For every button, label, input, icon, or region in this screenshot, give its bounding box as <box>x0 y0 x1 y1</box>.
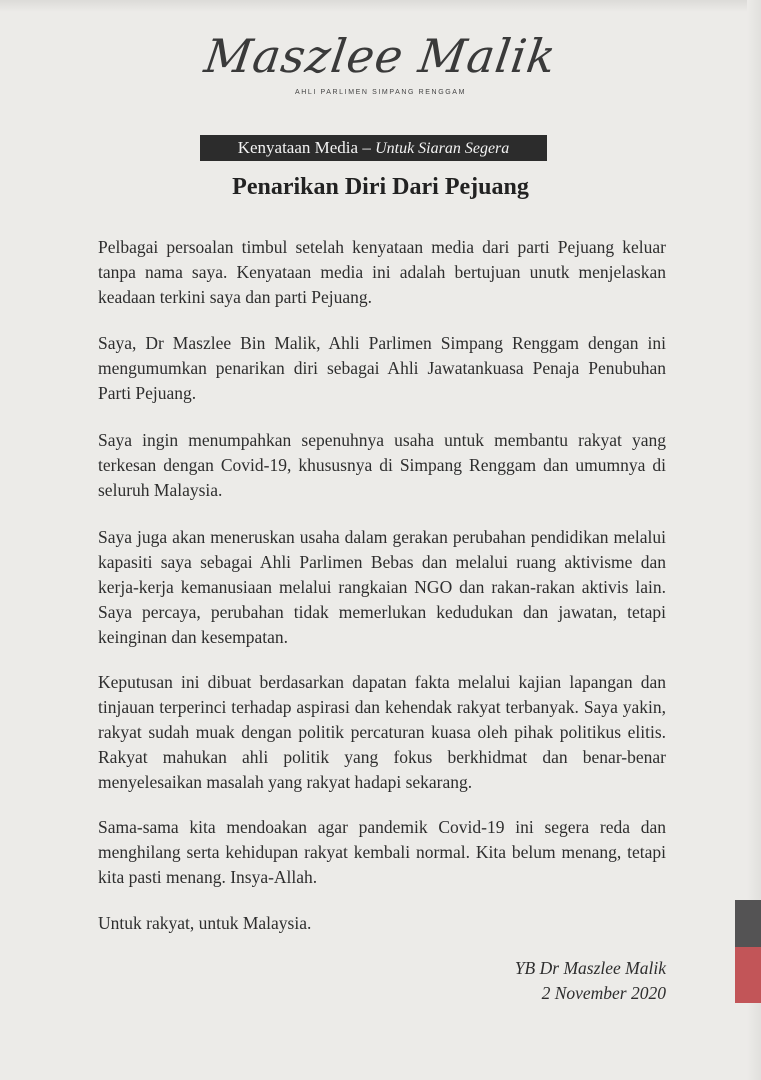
side-tab-dark <box>735 900 761 947</box>
media-statement-banner <box>200 135 547 161</box>
paragraph: Saya ingin menumpahkan sepenuhnya usaha untuk membantu rakyat yang terkesan dengan Covid-19, khususnya di Simpang Renggam dan umumnya di seluruh Malaysia. <box>98 430 666 500</box>
letterhead-subtitle: AHLI PARLIMEN SIMPANG RENGGAM <box>295 89 466 96</box>
paragraph: Pelbagai persoalan timbul setelah kenyataan media dari parti Pejuang keluar tanpa nama saya. Kenyataan media ini adalah bertujuan unutk menjelaskan keadaan terkini saya dan parti Pejuang. <box>98 237 666 307</box>
paragraph: Sama-sama kita mendoakan agar pandemik Covid-19 ini segera reda dan menghilang serta kehidupan rakyat kembali normal. Kita belum menang, tetapi kita pasti menang. Insya-Allah. <box>98 817 666 887</box>
sign-off-name: YB Dr Maszlee Malik <box>514 958 666 978</box>
banner-label: Kenyataan Media – <box>237 138 371 157</box>
sign-off-date: 2 November 2020 <box>541 983 666 1003</box>
signature-logo-text: Maszlee Malik <box>201 29 560 83</box>
paragraph: Keputusan ini dibuat berdasarkan dapatan fakta melalui kajian lapangan dan tinjauan terperinci terhadap aspirasi dan kehendak rakyat terbanyak. Saya yakin, rakyat sudah muak dengan politik percaturan kuasa oleh pihak politikus elitis. Rakyat mahukan ahli politik yang fokus berkhidmat dan benar-benar menyelesaikan masalah yang rakyat hadapi sekarang. <box>98 672 666 792</box>
banner-label-italic: Untuk Siaran Segera <box>375 140 510 157</box>
paragraph: Saya juga akan meneruskan usaha dalam gerakan perubahan pendidikan melalui kapasiti saya sebagai Ahli Parlimen Bebas dan melalui ruang aktivisme dan kerja-kerja kemanusiaan melalui rangkaian NGO dan rakan-rakan aktivis lain. Saya percaya, perubahan tidak memerlukan kedudukan dan jawatan, tetapi keinginan dan kesempatan. <box>98 527 666 647</box>
signature-logo <box>0 28 761 84</box>
side-tab-red <box>735 947 761 1003</box>
closing-line: Untuk rakyat, untuk Malaysia. <box>98 913 312 933</box>
document-title: Penarikan Diri Dari Pejuang <box>232 174 529 200</box>
page-edge-top <box>0 0 761 12</box>
paragraph: Saya, Dr Maszlee Bin Malik, Ahli Parlimen Simpang Renggam dengan ini mengumumkan penarikan diri sebagai Ahli Jawatankuasa Penaja Penubuhan Parti Pejuang. <box>98 333 666 403</box>
